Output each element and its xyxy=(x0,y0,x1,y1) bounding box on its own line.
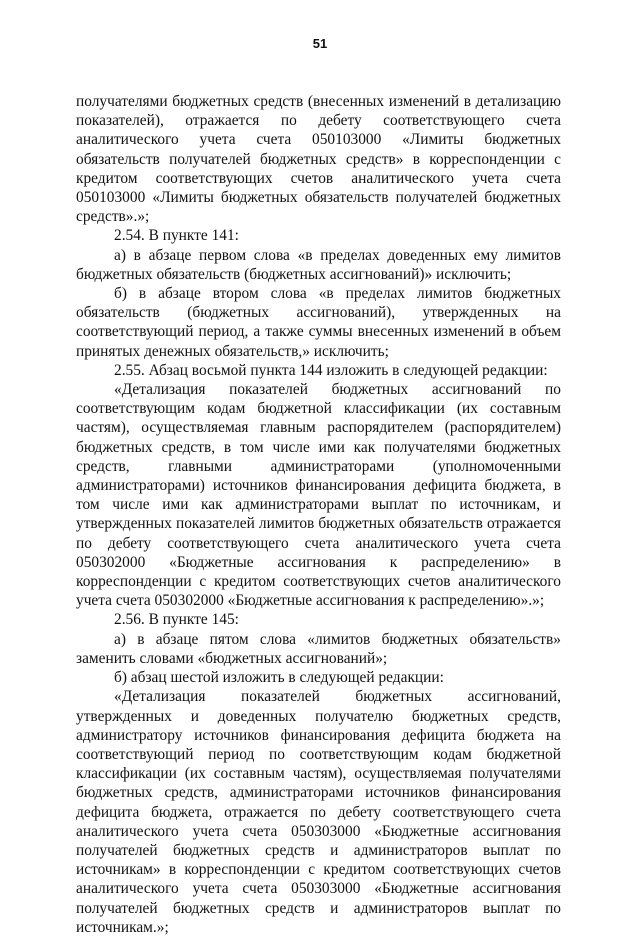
page-number: 51 xyxy=(312,36,328,51)
paragraph-2-56-b: б) абзац шестой изложить в следующей редакции: xyxy=(114,669,444,687)
paragraph-2-56-quote: «Детализация показателей бюджетных ассигнований, утвержденных и доведенных получателю бюджетных средств, администратору источников финансирования дефицита бюджета на соответствующий период по соответствующим кодам бюджетной классификации (их составным частям), осуществляемая получателями бюджетных средств, администраторами источников финансирования дефицита бюджета, отражается по дебету соответствующего счета аналитического учета счета 050303000 «Бюджетные ассигнования получателей бюджетных средств и администраторов выплат по источникам» в корреспонденции с кредитом соответствующих счетов аналитического учета счета 050303000 «Бюджетные ассигнования получателей бюджетных средств и администраторов выплат по источникам.»; xyxy=(76,688,561,936)
paragraph-2-54-b: б) в абзаце втором слова «в пределах лимитов бюджетных обязательств (бюджетных ассигнований), утвержденных на соответствующий период, а также суммы внесенных изменений в объем принятых денежных обязательств,» исключить; xyxy=(76,285,561,360)
paragraph-continuation: получателями бюджетных средств (внесенных изменений в детализацию показателей), отражается по дебету соответствующего счета аналитического учета счета 050103000 «Лимиты бюджетных обязательств получателей бюджетных средств» в корреспонденции с кредитом соответствующих счетов аналитического учета счета 050103000 «Лимиты бюджетных обязательств получателей бюджетных средств».»; xyxy=(76,93,561,226)
paragraph-2-56-heading: 2.56. В пункте 145: xyxy=(114,611,239,629)
paragraph-2-55-quote: «Детализация показателей бюджетных ассигнований по соответствующим кодам бюджетной классификации (их составным частям), осуществляемая главным распорядителем (распорядителем) бюджетных средств, в том числе ими как получателями бюджетных средств, главными администраторами (уполномоченными администраторами) источников финансирования дефицита бюджета, в том числе ими как администраторами выплат по источникам, и утвержденных показателей лимитов бюджетных обязательств отражается по дебету соответствующего счета аналитического учета счета 050302000 «Бюджетные ассигнования к распределению» в корреспонденции с кредитом соответствующих счетов аналитического учета счета 050302000 «Бюджетные ассигнования к распределению».»; xyxy=(76,381,561,610)
document-body xyxy=(76,92,561,937)
paragraph-2-54-a: а) в абзаце первом слова «в пределах доведенных ему лимитов бюджетных обязательств (бюджетных ассигнований)» исключить; xyxy=(76,246,561,283)
paragraph-2-54-heading: 2.54. В пункте 141: xyxy=(114,227,239,245)
paragraph-2-55-heading: 2.55. Абзац восьмой пункта 144 изложить в следующей редакции: xyxy=(114,361,548,379)
paragraph-2-56-a: а) в абзаце пятом слова «лимитов бюджетных обязательств» заменить словами «бюджетных ассигнований»; xyxy=(76,630,561,667)
